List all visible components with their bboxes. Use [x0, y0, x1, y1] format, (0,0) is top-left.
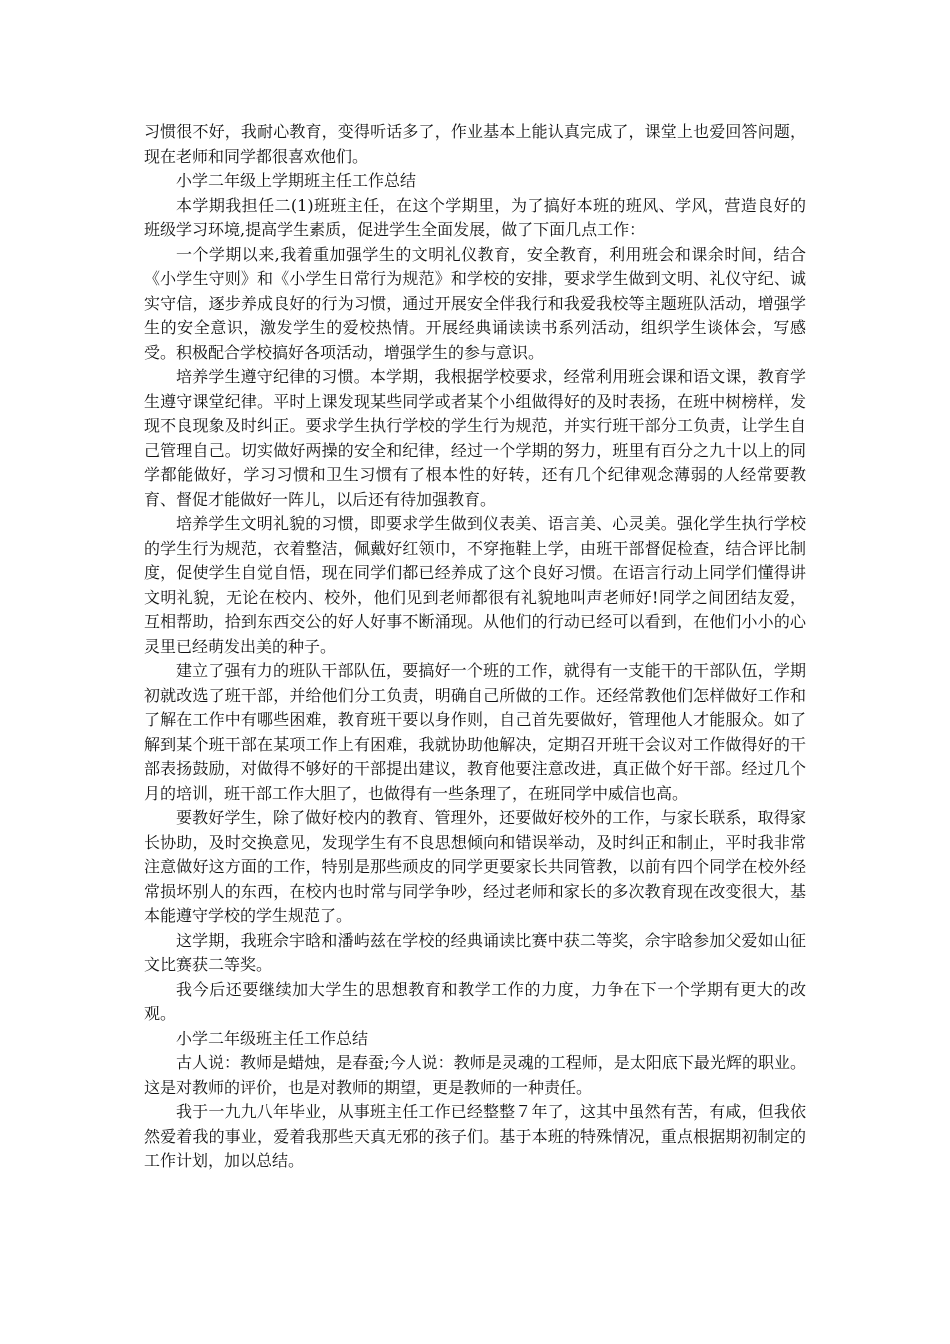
paragraph-courtesy-habits: 培养学生文明礼貌的习惯，即要求学生做到仪表美、语言美、心灵美。强化学生执行学校的学生行为规范，衣着整洁，佩戴好红领巾，不穿拖鞋上学，由班干部督促检查，结合评比制度，促使学生自觉自悟，现在同学们都已经养成了这个良好习惯。在语言行动上同学们懂得讲文明礼貌，无论在校内、校外，他们见到老师都很有礼貌地叫声老师好!同学之间团结友爱，互相帮助，拾到东西交公的好人好事不断涌现。从他们的行动已经可以看到，在他们小小的心灵里已经萌发出美的种子。: [144, 514, 806, 656]
paragraph-discipline-habits: 培养学生遵守纪律的习惯。本学期，我根据学校要求，经常利用班会课和语文课，教育学生遵守课堂纪律。平时上课发现某些同学或者某个小组做得好的及时表扬，在班中树榜样，发现不良现象及时纠正。要求学生执行学校的学生行为规范，并实行班干部分工负责，让学生自己管理自己。切实做好两操的安全和纪律，经过一个学期的努力，班里有百分之九十以上的同学都能做好，学习习惯和卫生习惯有了根本性的好转，还有几个纪律观念薄弱的人经常要教育、督促才能做好一阵儿，以后还有待加强教育。: [144, 367, 806, 509]
paragraph-continuation: 习惯很不好，我耐心教育，变得听话多了，作业基本上能认真完成了，课堂上也爱回答问题，现在老师和同学都很喜欢他们。: [144, 122, 806, 166]
document-page: [144, 120, 806, 1174]
paragraph-intro: 本学期我担任二(1)班班主任，在这个学期里，为了搞好本班的班风、学风，营造良好的班级学习环境,提高学生素质，促进学生全面发展，做了下面几点工作：: [144, 195, 806, 239]
section-heading-grade-two-summary: 小学二年级班主任工作总结: [176, 1028, 369, 1048]
paragraph-teacher-quote: 古人说：教师是蜡烛，是春蚕;今人说：教师是灵魂的工程师，是太阳底下最光辉的职业。这是对教师的评价，也是对教师的期望，更是教师的一种责任。: [144, 1053, 806, 1097]
paragraph-future-plan: 我今后还要继续加大学生的思想教育和教学工作的力度，力争在下一个学期有更大的改观。: [144, 979, 806, 1023]
paragraph-class-cadres: 建立了强有力的班队干部队伍，要搞好一个班的工作，就得有一支能干的干部队伍，学期初就改选了班干部，并给他们分工负责，明确自己所做的工作。还经常教他们怎样做好工作和了解在工作中有哪些困难，教育班干要以身作则，自己首先要做好，管理他人才能服众。如了解到某个班干部在某项工作上有困难，我就协助他解决，定期召开班干会议对工作做得好的干部表扬鼓励，对做得不够好的干部提出建议，教育他要注意改进，真正做个好干部。经过几个月的培训，班干部工作大胆了，也做得有一些条理了，在班同学中威信也高。: [144, 661, 806, 803]
paragraph-awards: 这学期，我班佘宇晗和潘屿兹在学校的经典诵读比赛中获二等奖，佘宇晗参加父爱如山征文比赛获二等奖。: [144, 930, 806, 974]
paragraph-parent-contact: 要教好学生，除了做好校内的教育、管理外，还要做好校外的工作，与家长联系，取得家长协助，及时交换意见，发现学生有不良思想倾向和错误举动，及时纠正和制止，平时我非常注意做好这方面的工作，特别是那些顽皮的同学更要家长共同管教，以前有四个同学在校外经常损坏别人的东西，在校内也时常与同学争吵，经过老师和家长的多次教育现在改变很大，基本能遵守学校的学生规范了。: [144, 808, 806, 925]
paragraph-etiquette-education: 一个学期以来,我着重加强学生的文明礼仪教育，安全教育，利用班会和课余时间，结合《小学生守则》和《小学生日常行为规范》和学校的安排，要求学生做到文明、礼仪守纪、诚实守信，逐步养成良好的行为习惯，通过开展安全伴我行和我爱我校等主题班队活动，增强学生的安全意识，激发学生的爱校热情。开展经典诵读读书系列活动，组织学生谈体会，写感受。积极配合学校搞好各项活动，增强学生的参与意识。: [144, 244, 806, 362]
section-heading-semester-summary: 小学二年级上学期班主任工作总结: [176, 171, 417, 190]
paragraph-career: 我于一九九八年毕业，从事班主任工作已经整整７年了，这其中虽然有苦，有咸，但我依然爱着我的事业，爱着我那些天真无邪的孩子们。基于本班的特殊情况，重点根据期初制定的工作计划，加以总结。: [144, 1102, 806, 1170]
